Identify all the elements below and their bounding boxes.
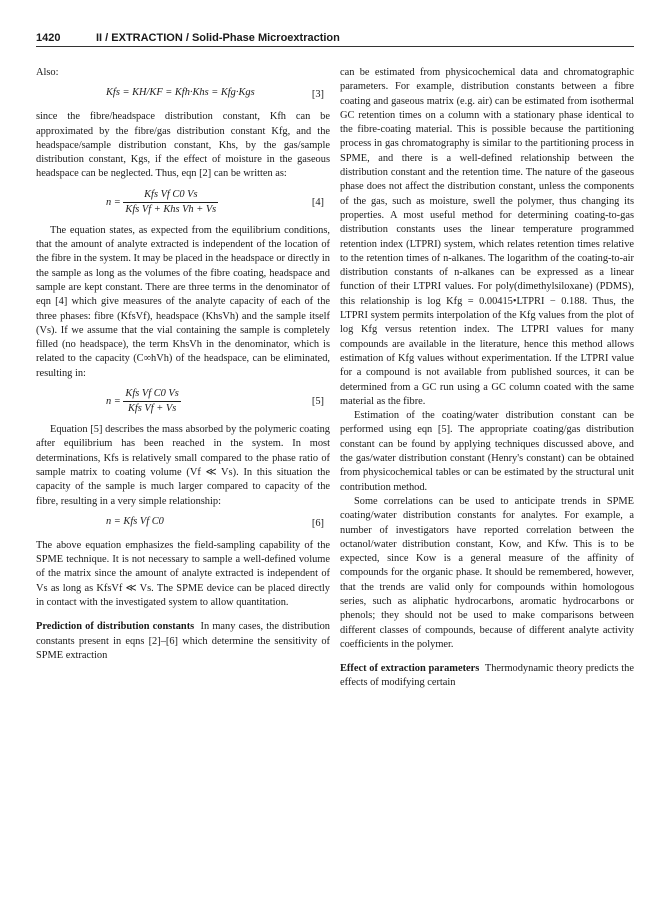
equation-6 [36, 515, 330, 533]
also-label: Also: [36, 67, 59, 78]
paragraph: Estimation of the coating/water distribution constant can be performed using eqn [5]. The appropriate coating/gas distribution constant can be found by applying techniques discussed above, and the gas/water distribution constant (Henry's constant) can be obtained from physicochemical tables or can be estimated by the structural unit contribution method. [340, 410, 634, 493]
equation-3-number: [3] [311, 89, 324, 101]
paragraph: Some correlations can be used to anticipate trends in SPME coating/water distribution constants for analytes. For example, a number of investigators have reported correlation between the octanol/water distribution constant, Kow, and Kfw. This is to be expected, since Kow is a general measure of the affinity of compounds for the organic phase. It should be remembered, however, that the trends are valid only for compounds within homologous series, such as aliphatic hydrocarbons, aromatic hydrocarbons or phenols; they should not be used to make comparisons between different classes of compounds, because of different analyte activity coefficients in the polymer. [340, 495, 634, 650]
equation-4-number: [4] [311, 196, 324, 208]
equation-5-denominator: Kfs Vf + Vs [123, 401, 180, 416]
equation-6-body: n = Kfs Vf C0 [106, 515, 164, 527]
paragraph: can be estimated from physicochemical data and chromatographic parameters. For example, distribution constants between a fibre coating and gaseous matrix (e.g. air) can be estimated from isothermal GC retention times on a column with a stationary phase identical to the fibre-coating material. This is possible because the partitioning process in gas chromatography is similar to the partitioning process in SPME, and there is a well-defined relationship between the distribution constant and the retention time. The nature of the gaseous phase does not affect the distribution constant, unless the components of the gas, such as moisture, swell the polymer, thus changing its properties. A most useful method for determining coating-to-gas distribution constants uses the linear temperature programmed retention index (LTPRI) system, which relates retention times relative to the retention times of n-alkanes. The logarithm of the coating-to-air distribution constants of n-alkanes can be expressed as a linear function of their LTPRI values. For poly(dimethylsiloxane) (PDMS), this relationship is log Kfg = 0.00415•LTPRI − 0.188. Thus, the LTPRI system permits interpolation of the Kfg values from the plot of log Kfg versus retention index. The LTPRI values for many compounds are available in the literature, hence this method allows estimation of Kfg values without experimentation. If the LTPRI value for a compound is not available from published sources, it can be determined from a GC run using a GC column coated with the same material as the fibre. [340, 67, 634, 407]
equation-5-number: [5] [311, 396, 324, 408]
section-heading: Prediction of distribution constants [36, 621, 195, 633]
equation-5-numerator: Kfs Vf C0 Vs [125, 388, 179, 400]
equation-4-lhs: n = [106, 196, 121, 208]
header-rule [36, 46, 634, 47]
equation-3 [36, 86, 330, 104]
paragraph: Equation [5] describes the mass absorbed by the polymeric coating after equilibrium has been reached in the system. In most determinations, Kfs is relatively small compared to the phase ratio of sample matrix to coating volume (Vf ≪ Vs). In this situation the capacity of the sample is much larger compared to capacity of the fibre, resulting in a very simple relationship: [36, 424, 330, 507]
page-number: 1420 [36, 32, 61, 44]
right-column [340, 66, 634, 691]
section-title: II / EXTRACTION / Solid-Phase Microextraction [96, 32, 340, 44]
section-heading: Effect of extraction parameters [340, 663, 480, 675]
paragraph: Thermodynamic theory predicts the effects of modifying certain [340, 663, 634, 689]
equation-4 [36, 188, 330, 218]
equation-4-numerator: Kfs Vf C0 Vs [144, 188, 198, 200]
equation-3-body: Kfs = KH/KF = Kfh·Khs = Kfg·Kgs [106, 87, 255, 99]
equation-4-denominator: Kfs Vf + Khs Vh + Vs [123, 202, 218, 217]
equation-5 [36, 387, 330, 417]
paragraph: In many cases, the distribution constants present in eqns [2]–[6] which determine the sensitivity of SPME extraction [36, 621, 331, 661]
running-header [36, 32, 634, 46]
equation-6-number: [6] [311, 517, 324, 529]
paragraph: The equation states, as expected from the equilibrium conditions, that the amount of analyte extracted is independent of the location of the fibre in the system. It may be placed in the headspace or directly in the sample as long as the volumes of the fibre coating, headspace and sample are kept constant. There are three terms in the denominator of eqn [4] which give measures of the analyte capacity of each of the three phases: fibre (KfsVf), headspace (KhsVh) and the sample itself (Vs). If we assume that the vial containing the sample is completely filled (no headspace), the term KhsVh in the denominator, which is related to the capacity (C∞hVh) of the headspace, can be eliminated, resulting in: [36, 224, 331, 379]
left-column [36, 66, 330, 663]
paragraph: since the fibre/headspace distribution constant, Kfh can be approximated by the fibre/gas distribution constant Kfg, and the headspace/sample distribution constant, Khs, by the gas/sample distribution constant, Kgs, if the effect of moisture in the gaseous headspace can be neglected. Thus, eqn [2] can be written as: [36, 111, 330, 180]
equation-5-lhs: n = [106, 396, 121, 408]
paragraph: The above equation emphasizes the field-sampling capability of the SPME technique. It is not necessary to sample a well-defined volume of the matrix since the amount of analyte extracted is independent of Vs as long as KfsVf ≪ Vs. The SPME device can be placed directly in contact with the investigated system to allow quantitation. [36, 539, 330, 609]
